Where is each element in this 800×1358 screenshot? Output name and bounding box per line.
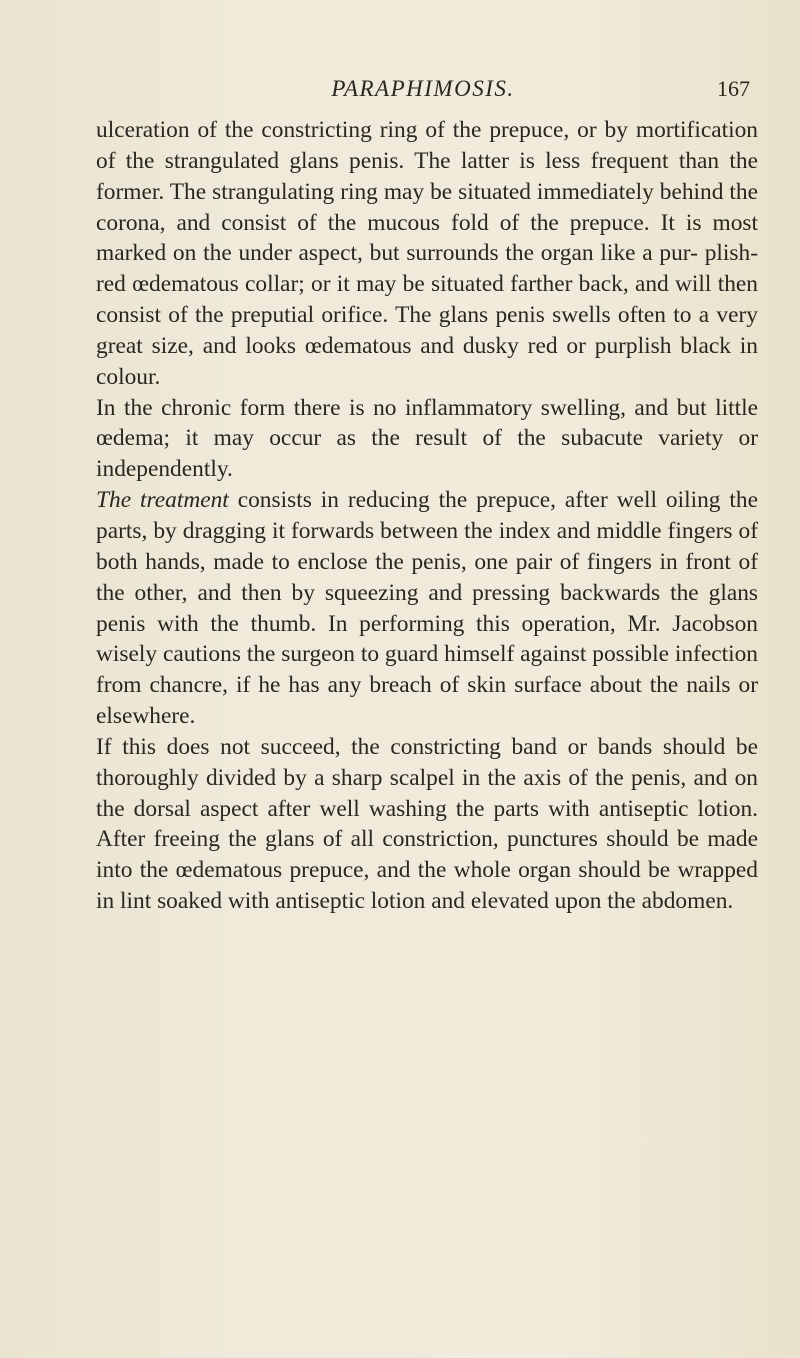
paragraph-4: If this does not succeed, the constricting band or bands should be thoroughly divided by a sharp scalpel in the axis of the penis, and on the dorsal aspect after well washing the parts with antiseptic lotion. After freeing the glans of all constriction, punctures should be made into the œdematous prepuce, and the whole organ should be wrapped in lint soaked with antiseptic lotion and elevated upon the abdomen. [96, 733, 758, 915]
paragraph-3 [96, 485, 758, 732]
paragraph-3-rest: consists in reducing the prepuce, after well oiling the parts, by dragging it forwards between the index and middle fingers of both hands, made to enclose the penis, one pair of fingers in front of the other, and then by squeezing and pressing backwards the glans penis with the thumb. In performing this operation, Mr. Jacobson wisely cautions the surgeon to guard himself against possible infection from chancre, if he has any breach of skin surface about the nails or elsewhere. [96, 487, 758, 730]
running-head [96, 76, 750, 106]
paragraph-2: In the chronic form there is no inflammatory swelling, and but little œdema; it may occur as the result of the subacute variety or independently. [96, 394, 758, 483]
paragraph-1: ulceration of the constricting ring of the prepuce, or by mortification of the strangulated glans penis. The latter is less frequent than the former. The strangulating ring may be situated immediately behind the corona, and consist of the mucous fold of the prepuce. It is most marked on the under aspect, but surrounds the organ like a pur- plish-red œdematous collar; or it may be situated farther back, and will then consist of the preputial orifice. The glans penis swells often to a very great size, and looks œdematous and dusky red or purplish black in colour. [96, 117, 758, 390]
body-text [96, 115, 758, 917]
page-number: 167 [717, 76, 750, 101]
paragraph-3-lead: The treatment [96, 487, 229, 514]
running-title: PARAPHIMOSIS. [331, 76, 515, 101]
